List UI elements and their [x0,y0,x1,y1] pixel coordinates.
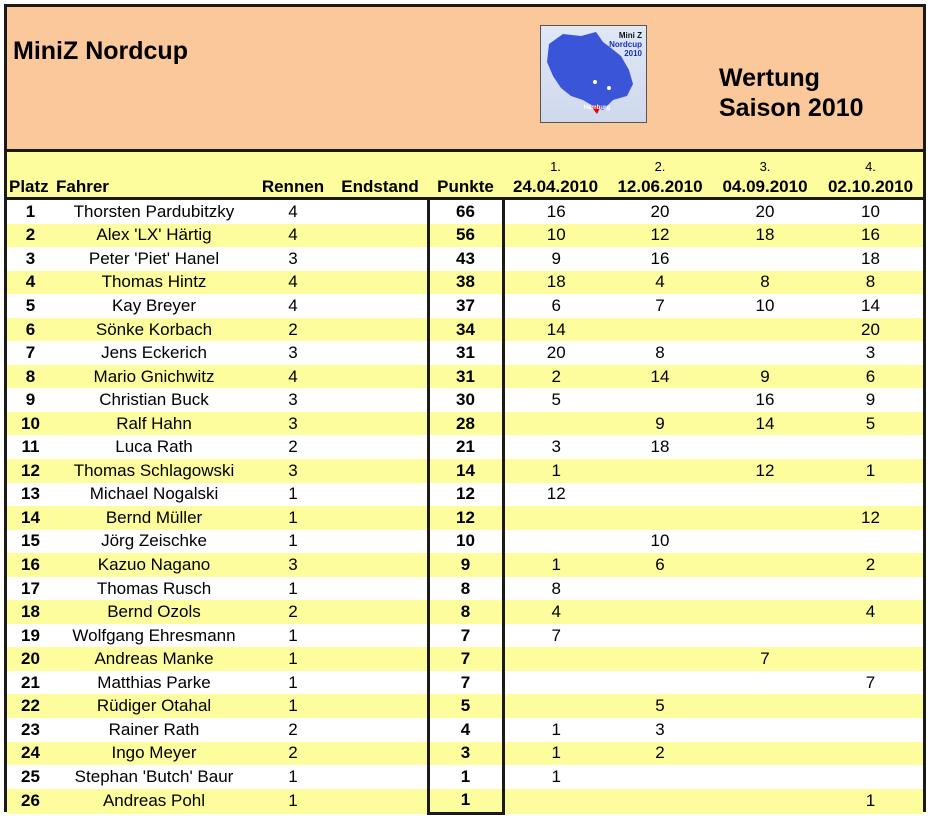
cell-punkte: 30 [428,388,503,412]
cell-race-points [503,530,608,554]
col-header-rennen: Rennen [254,174,332,199]
cell-race-points [608,789,712,814]
cell-platz: 7 [7,341,54,365]
table-row [7,624,923,648]
cell-fahrer: Ralf Hahn [54,412,254,436]
cell-race-points [608,647,712,671]
table-row [7,577,923,601]
cell-race-points: 7 [608,294,712,318]
cell-race-points [712,341,818,365]
cell-platz: 24 [7,742,54,766]
table-row [7,294,923,318]
cell-platz: 8 [7,365,54,389]
cell-race-points [503,694,608,718]
cell-race-points: 16 [712,388,818,412]
cell-race-points: 18 [712,224,818,248]
cell-race-points [818,742,923,766]
cell-punkte: 66 [428,199,503,224]
cell-race-points: 6 [818,365,923,389]
cell-fahrer: Thomas Schlagowski [54,459,254,483]
cell-race-points [712,742,818,766]
cell-race-points [712,247,818,271]
cell-race-points [608,577,712,601]
cell-endstand [332,435,428,459]
cell-race-points [818,624,923,648]
col-header-fahrer: Fahrer [54,174,254,199]
cell-platz: 25 [7,765,54,789]
cell-rennen: 4 [254,199,332,224]
wertung-label: Wertung [719,64,820,92]
table-row [7,742,923,766]
cell-rennen: 4 [254,271,332,295]
cell-race-points: 20 [503,341,608,365]
table-row [7,388,923,412]
logo-place-label: Hamburg [583,105,610,111]
cell-race-points: 4 [818,600,923,624]
cell-race-points [503,506,608,530]
cell-race-points: 9 [503,247,608,271]
cell-punkte: 1 [428,765,503,789]
cell-race-points [608,388,712,412]
header-banner [7,7,923,152]
cell-fahrer: Thorsten Pardubitzky [54,199,254,224]
cell-fahrer: Stephan 'Butch' Baur [54,765,254,789]
col-header-endstand: Endstand [332,174,428,199]
cell-punkte: 43 [428,247,503,271]
cell-rennen: 1 [254,506,332,530]
cell-fahrer: Ingo Meyer [54,742,254,766]
cell-punkte: 12 [428,506,503,530]
cell-race-points: 2 [503,365,608,389]
table-row [7,647,923,671]
cell-platz: 4 [7,271,54,295]
cell-platz: 1 [7,199,54,224]
season-label: Saison 2010 [719,94,864,122]
cell-race-points [818,530,923,554]
cell-punkte: 12 [428,483,503,507]
col-header-race-date: 04.09.2010 [712,174,818,199]
cell-race-points: 3 [503,435,608,459]
cell-rennen: 1 [254,765,332,789]
col-header-race-date: 02.10.2010 [818,174,923,199]
cell-race-points: 1 [818,789,923,814]
table-row [7,199,923,224]
cell-race-points: 18 [608,435,712,459]
cell-race-points [712,483,818,507]
cell-rennen: 4 [254,365,332,389]
cell-race-points [712,765,818,789]
cell-punkte: 14 [428,459,503,483]
table-row [7,694,923,718]
table-row [7,600,923,624]
cell-fahrer: Jens Eckerich [54,341,254,365]
cell-endstand [332,789,428,814]
cell-rennen: 1 [254,694,332,718]
standings-table [7,152,923,815]
cell-race-points [818,718,923,742]
table-row [7,365,923,389]
cell-endstand [332,365,428,389]
cell-race-points: 20 [818,318,923,342]
cell-race-points: 9 [712,365,818,389]
cell-endstand [332,412,428,436]
col-header-platz: Platz [7,174,54,199]
race-number: 2. [608,152,712,174]
cell-race-points: 2 [818,553,923,577]
cell-race-points: 7 [712,647,818,671]
cell-fahrer: Michael Nogalski [54,483,254,507]
cell-race-points: 1 [503,718,608,742]
col-header-race-date: 24.04.2010 [503,174,608,199]
cell-rennen: 1 [254,530,332,554]
race-number: 3. [712,152,818,174]
cell-race-points: 7 [503,624,608,648]
cell-race-points: 12 [818,506,923,530]
table-row [7,483,923,507]
cell-race-points: 3 [818,341,923,365]
cell-fahrer: Thomas Hintz [54,271,254,295]
cell-rennen: 3 [254,341,332,365]
cell-punkte: 56 [428,224,503,248]
race-number: 1. [503,152,608,174]
cell-platz: 3 [7,247,54,271]
cell-endstand [332,224,428,248]
cell-endstand [332,718,428,742]
race-number: 4. [818,152,923,174]
cell-platz: 15 [7,530,54,554]
cell-platz: 21 [7,671,54,695]
cell-platz: 19 [7,624,54,648]
cell-endstand [332,459,428,483]
cell-fahrer: Rüdiger Otahal [54,694,254,718]
spreadsheet [4,4,926,812]
cell-platz: 20 [7,647,54,671]
cell-endstand [332,247,428,271]
cell-rennen: 2 [254,718,332,742]
cell-rennen: 1 [254,647,332,671]
cell-fahrer: Rainer Rath [54,718,254,742]
table-row [7,506,923,530]
table-row [7,459,923,483]
cell-punkte: 1 [428,789,503,814]
cell-platz: 14 [7,506,54,530]
cell-platz: 26 [7,789,54,814]
cell-fahrer: Andreas Pohl [54,789,254,814]
cell-rennen: 2 [254,435,332,459]
cell-race-points [818,435,923,459]
cell-race-points: 16 [818,224,923,248]
cell-endstand [332,506,428,530]
cell-endstand [332,577,428,601]
cell-fahrer: Jörg Zeischke [54,530,254,554]
cell-rennen: 4 [254,224,332,248]
cell-race-points [712,506,818,530]
cell-punkte: 38 [428,271,503,295]
table-row [7,341,923,365]
cell-race-points: 10 [503,224,608,248]
cell-endstand [332,694,428,718]
cell-race-points: 1 [503,742,608,766]
cell-race-points: 8 [818,271,923,295]
cell-race-points: 14 [712,412,818,436]
cell-punkte: 8 [428,600,503,624]
cell-race-points: 7 [818,671,923,695]
table-row [7,318,923,342]
cell-endstand [332,647,428,671]
cell-race-points: 20 [608,199,712,224]
cell-endstand [332,318,428,342]
cell-platz: 13 [7,483,54,507]
cell-endstand [332,294,428,318]
cell-platz: 12 [7,459,54,483]
cell-race-points: 16 [503,199,608,224]
cell-race-points: 8 [608,341,712,365]
cell-race-points [818,483,923,507]
table-row [7,671,923,695]
cell-punkte: 4 [428,718,503,742]
cell-race-points [608,483,712,507]
cell-platz: 16 [7,553,54,577]
cell-race-points: 1 [503,765,608,789]
cell-race-points [712,694,818,718]
cell-race-points: 8 [503,577,608,601]
cell-race-points: 4 [503,600,608,624]
cell-race-points: 4 [608,271,712,295]
cell-platz: 9 [7,388,54,412]
cell-race-points: 6 [608,553,712,577]
cell-race-points: 9 [818,388,923,412]
cell-rennen: 2 [254,600,332,624]
season-heading [719,63,864,123]
cell-race-points [818,765,923,789]
cell-fahrer: Thomas Rusch [54,577,254,601]
cell-platz: 17 [7,577,54,601]
cell-punkte: 21 [428,435,503,459]
cell-race-points [712,789,818,814]
cell-platz: 23 [7,718,54,742]
cell-race-points: 2 [608,742,712,766]
cell-punkte: 7 [428,647,503,671]
cell-race-points: 14 [818,294,923,318]
cell-punkte: 7 [428,671,503,695]
cell-race-points: 10 [608,530,712,554]
cell-platz: 22 [7,694,54,718]
table-row [7,435,923,459]
cell-race-points [503,647,608,671]
cell-punkte: 5 [428,694,503,718]
page-title: MiniZ Nordcup [13,37,188,65]
cell-platz: 5 [7,294,54,318]
cell-race-points: 1 [818,459,923,483]
cell-race-points: 18 [818,247,923,271]
cell-race-points [712,318,818,342]
cell-punkte: 10 [428,530,503,554]
table-row [7,271,923,295]
table-row [7,247,923,271]
cell-race-points: 10 [712,294,818,318]
cell-rennen: 1 [254,577,332,601]
cell-fahrer: Mario Gnichwitz [54,365,254,389]
cell-race-points [608,624,712,648]
cell-endstand [332,742,428,766]
cell-rennen: 1 [254,671,332,695]
cell-platz: 2 [7,224,54,248]
cell-race-points: 14 [503,318,608,342]
cell-race-points [503,671,608,695]
cell-rennen: 3 [254,388,332,412]
cell-endstand [332,388,428,412]
race-number-row [7,152,923,174]
cell-rennen: 2 [254,742,332,766]
cell-rennen: 2 [254,318,332,342]
cell-platz: 11 [7,435,54,459]
cell-race-points [608,459,712,483]
cell-platz: 18 [7,600,54,624]
cell-race-points [818,694,923,718]
table-row [7,412,923,436]
cell-rennen: 4 [254,294,332,318]
table-row [7,765,923,789]
cell-endstand [332,600,428,624]
cell-fahrer: Christian Buck [54,388,254,412]
cell-punkte: 9 [428,553,503,577]
cell-punkte: 37 [428,294,503,318]
cell-platz: 6 [7,318,54,342]
cell-punkte: 34 [428,318,503,342]
cell-race-points [712,671,818,695]
logo-subtitle: Nordcup [609,40,642,49]
cell-fahrer: Matthias Parke [54,671,254,695]
cell-race-points [608,318,712,342]
cell-race-points: 8 [712,271,818,295]
cell-race-points [818,577,923,601]
cell-race-points: 10 [818,199,923,224]
cell-punkte: 7 [428,624,503,648]
cell-platz: 10 [7,412,54,436]
cell-rennen: 3 [254,553,332,577]
cell-race-points [712,553,818,577]
table-row [7,718,923,742]
cell-fahrer: Wolfgang Ehresmann [54,624,254,648]
cell-endstand [332,199,428,224]
table-row [7,224,923,248]
cell-race-points [608,600,712,624]
cell-rennen: 1 [254,789,332,814]
cell-punkte: 28 [428,412,503,436]
cell-endstand [332,765,428,789]
cell-race-points: 16 [608,247,712,271]
table-row [7,789,923,814]
logo-year: 2010 [624,49,642,58]
cell-race-points: 12 [503,483,608,507]
table-row [7,553,923,577]
cell-fahrer: Kay Breyer [54,294,254,318]
cell-punkte: 3 [428,742,503,766]
cell-race-points [608,506,712,530]
cell-rennen: 3 [254,412,332,436]
cell-punkte: 31 [428,341,503,365]
cell-race-points [503,412,608,436]
cell-punkte: 8 [428,577,503,601]
cell-rennen: 3 [254,247,332,271]
cell-rennen: 1 [254,624,332,648]
cell-fahrer: Luca Rath [54,435,254,459]
cell-race-points: 5 [608,694,712,718]
cell-race-points [818,647,923,671]
cell-race-points: 3 [608,718,712,742]
cell-race-points [712,718,818,742]
table-row [7,530,923,554]
cell-race-points [712,624,818,648]
cell-fahrer: Alex 'LX' Härtig [54,224,254,248]
cell-endstand [332,483,428,507]
cell-race-points [712,600,818,624]
cell-punkte: 31 [428,365,503,389]
cell-endstand [332,624,428,648]
logo-title: Mini Z [618,31,642,40]
cell-race-points: 12 [712,459,818,483]
cell-race-points: 6 [503,294,608,318]
cell-race-points [712,530,818,554]
nordcup-logo [540,25,647,123]
cell-race-points: 18 [503,271,608,295]
cell-race-points [608,765,712,789]
cell-race-points: 20 [712,199,818,224]
cell-race-points: 1 [503,553,608,577]
cell-race-points: 5 [818,412,923,436]
cell-fahrer: Peter 'Piet' Hanel [54,247,254,271]
cell-endstand [332,271,428,295]
cell-endstand [332,341,428,365]
cell-fahrer: Bernd Müller [54,506,254,530]
cell-fahrer: Andreas Manke [54,647,254,671]
cell-race-points [503,789,608,814]
col-header-punkte: Punkte [428,174,503,199]
cell-race-points: 14 [608,365,712,389]
cell-race-points: 12 [608,224,712,248]
col-header-race-date: 12.06.2010 [608,174,712,199]
cell-rennen: 3 [254,459,332,483]
cell-endstand [332,671,428,695]
cell-endstand [332,553,428,577]
cell-fahrer: Sönke Korbach [54,318,254,342]
cell-fahrer: Kazuo Nagano [54,553,254,577]
cell-race-points: 1 [503,459,608,483]
cell-race-points: 9 [608,412,712,436]
cell-race-points [712,435,818,459]
cell-fahrer: Bernd Ozols [54,600,254,624]
cell-race-points [712,577,818,601]
cell-race-points [608,671,712,695]
cell-rennen: 1 [254,483,332,507]
column-header-row [7,174,923,199]
cell-race-points: 5 [503,388,608,412]
cell-endstand [332,530,428,554]
